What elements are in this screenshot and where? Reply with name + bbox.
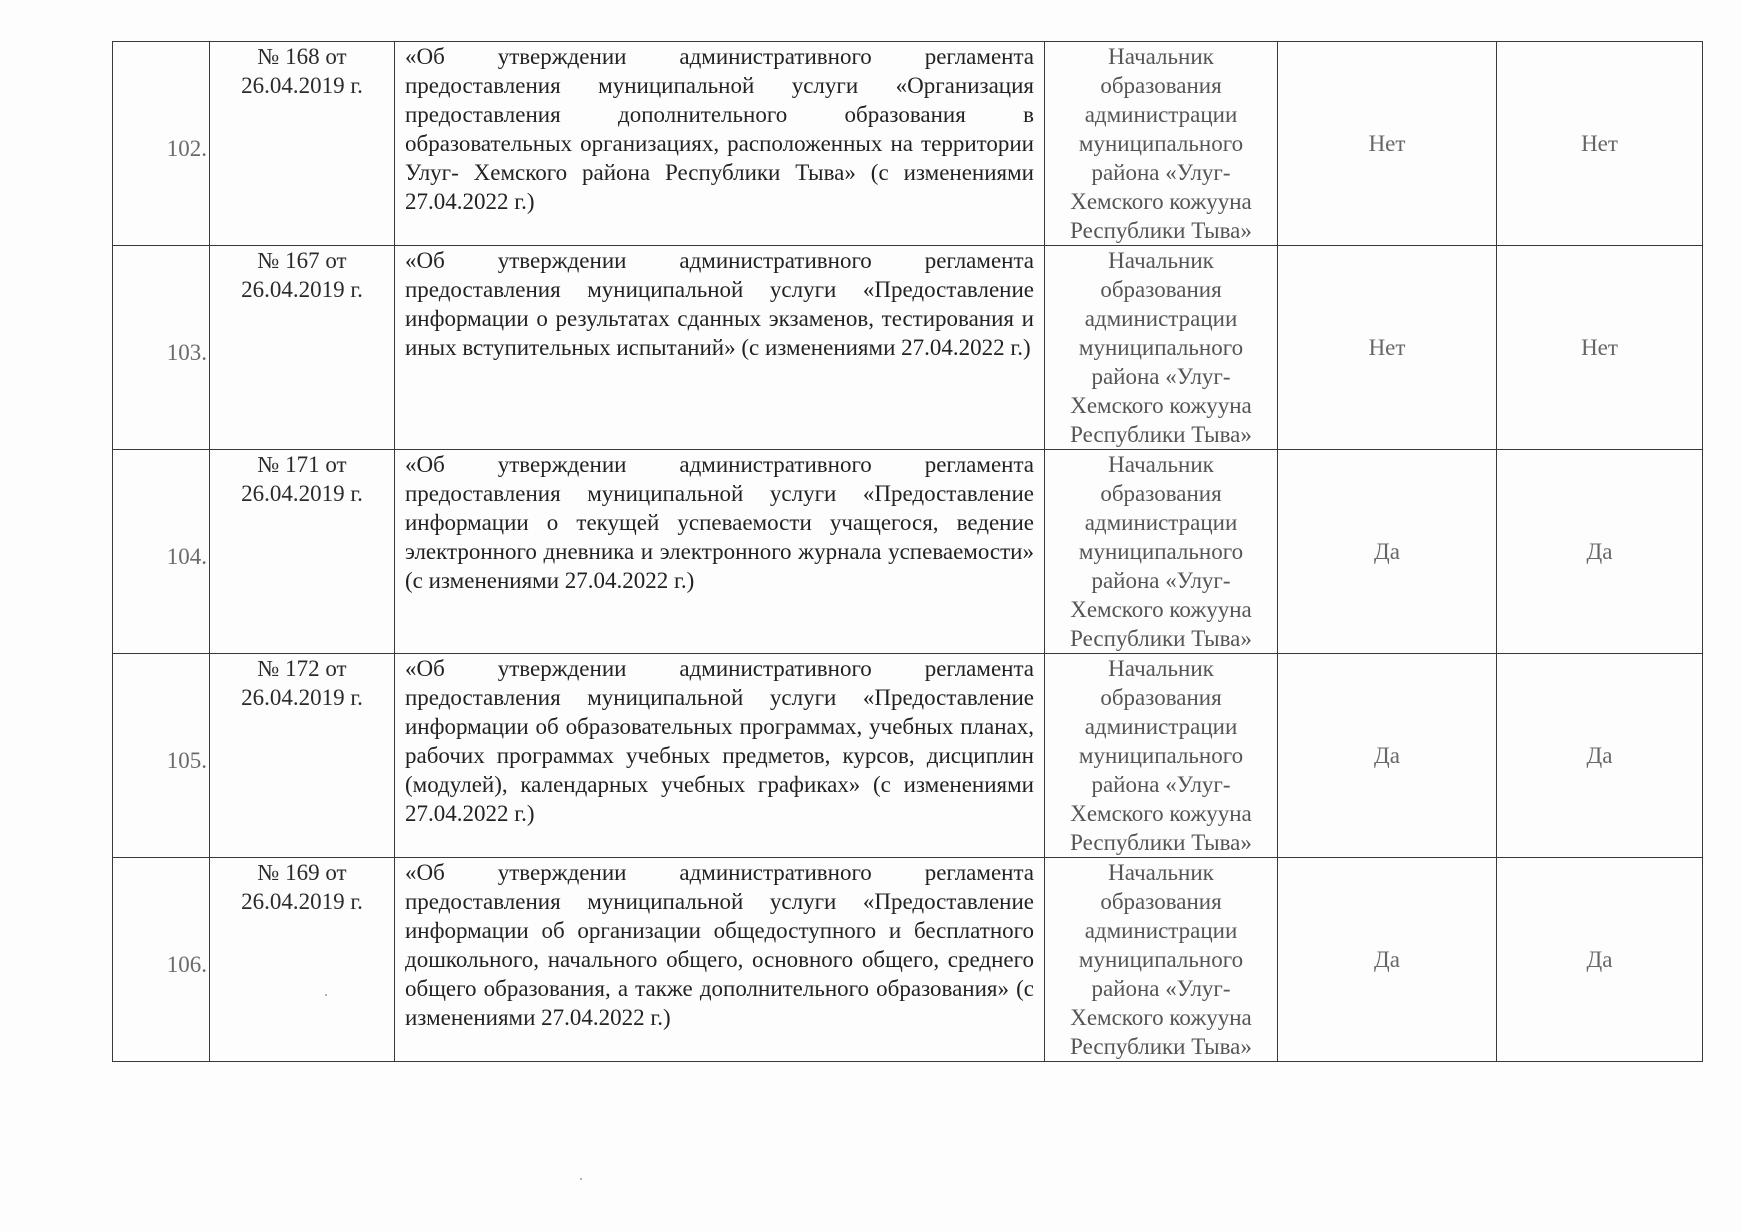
- document-date: 26.04.2019 г.: [241, 481, 363, 506]
- responsible-official: Начальник образования администрации муниципального района «Улуг-Хемского кожууна Республики Тыва»: [1045, 246, 1278, 450]
- flag-b-cell: [1497, 246, 1703, 450]
- table-row: [113, 450, 1703, 654]
- flag-b: Нет: [1581, 131, 1618, 156]
- document-date: 26.04.2019 г.: [241, 277, 363, 302]
- document-number-cell: [210, 450, 395, 654]
- flag-a: Да: [1374, 743, 1400, 768]
- document-number: № 167 от: [257, 248, 347, 273]
- row-number: 106.: [166, 952, 207, 977]
- row-number: 105.: [166, 748, 207, 773]
- document-number: № 169 от: [257, 860, 347, 885]
- row-number-cell: [113, 858, 210, 1062]
- scan-speck: [580, 1178, 582, 1180]
- document-number-cell: [210, 858, 395, 1062]
- document-number-cell: [210, 42, 395, 246]
- regulation-title: «Об утверждении административного регламента предоставления муниципальной услуги «Предоставление информации об образовательных программах, учебных планах, рабочих программах учебных предметов, курсов, дисциплин (модулей), календарных учебных графиках» (с изменениями 27.04.2022 г.): [395, 654, 1045, 858]
- table-row: [113, 246, 1703, 450]
- flag-a-cell: [1278, 450, 1497, 654]
- flag-b-cell: [1497, 654, 1703, 858]
- flag-a: Да: [1374, 947, 1400, 972]
- responsible-official: Начальник образования администрации муниципального района «Улуг-Хемского кожууна Республики Тыва»: [1045, 858, 1278, 1062]
- row-number: 102.: [166, 136, 207, 161]
- row-number: 103.: [166, 340, 207, 365]
- flag-b-cell: [1497, 42, 1703, 246]
- document-number-cell: [210, 246, 395, 450]
- regulations-table: [112, 41, 1703, 1062]
- flag-b: Да: [1586, 539, 1613, 564]
- regulation-title: «Об утверждении административного регламента предоставления муниципальной услуги «Предоставление информации о текущей успеваемости учащегося, ведение электронного дневника и электронного журнала успеваемости» (с изменениями 27.04.2022 г.): [395, 450, 1045, 654]
- flag-b-cell: [1497, 450, 1703, 654]
- flag-b-cell: [1497, 858, 1703, 1062]
- row-number: 104.: [166, 544, 207, 569]
- flag-a-cell: [1278, 654, 1497, 858]
- table-row: [113, 654, 1703, 858]
- flag-b: Да: [1586, 743, 1613, 768]
- row-number-cell: [113, 246, 210, 450]
- document-number: № 168 от: [257, 44, 347, 69]
- flag-b: Да: [1586, 947, 1613, 972]
- regulation-title: «Об утверждении административного регламента предоставления муниципальной услуги «Предоставление информации об организации общедоступного и бесплатного дошкольного, начального общего, основного общего, среднего общего образования, а также дополнительного образования» (с изменениями 27.04.2022 г.): [395, 858, 1045, 1062]
- flag-a: Нет: [1368, 335, 1406, 360]
- responsible-official: Начальник образования администрации муниципального района «Улуг-Хемского кожууна Республики Тыва»: [1045, 450, 1278, 654]
- responsible-official: Начальник образования администрации муниципального района «Улуг-Хемского кожууна Республики Тыва»: [1045, 654, 1278, 858]
- document-date: 26.04.2019 г.: [241, 889, 363, 914]
- flag-a: Да: [1374, 539, 1400, 564]
- flag-a-cell: [1278, 42, 1497, 246]
- table-row: [113, 858, 1703, 1062]
- regulation-title: «Об утверждении административного регламента предоставления муниципальной услуги «Организация предоставления дополнительного образования в образовательных организациях, расположенных на территории Улуг- Хемского района Республики Тыва» (с изменениями 27.04.2022 г.): [395, 42, 1045, 246]
- document-number-cell: [210, 654, 395, 858]
- document-number: № 172 от: [257, 656, 347, 681]
- row-number-cell: [113, 654, 210, 858]
- row-number-cell: [113, 42, 210, 246]
- row-number-cell: [113, 450, 210, 654]
- flag-a: Нет: [1368, 131, 1406, 156]
- scan-speck: [325, 994, 327, 996]
- table-row: [113, 42, 1703, 246]
- document-number: № 171 от: [257, 452, 347, 477]
- responsible-official: Начальник образования администрации муниципального района «Улуг-Хемского кожууна Республики Тыва»: [1045, 42, 1278, 246]
- flag-a-cell: [1278, 858, 1497, 1062]
- flag-a-cell: [1278, 246, 1497, 450]
- flag-b: Нет: [1581, 335, 1618, 360]
- regulation-title: «Об утверждении административного регламента предоставления муниципальной услуги «Предоставление информации о результатах сданных экзаменов, тестирования и иных вступительных испытаний» (с изменениями 27.04.2022 г.): [395, 246, 1045, 450]
- document-date: 26.04.2019 г.: [241, 73, 363, 98]
- document-date: 26.04.2019 г.: [241, 685, 363, 710]
